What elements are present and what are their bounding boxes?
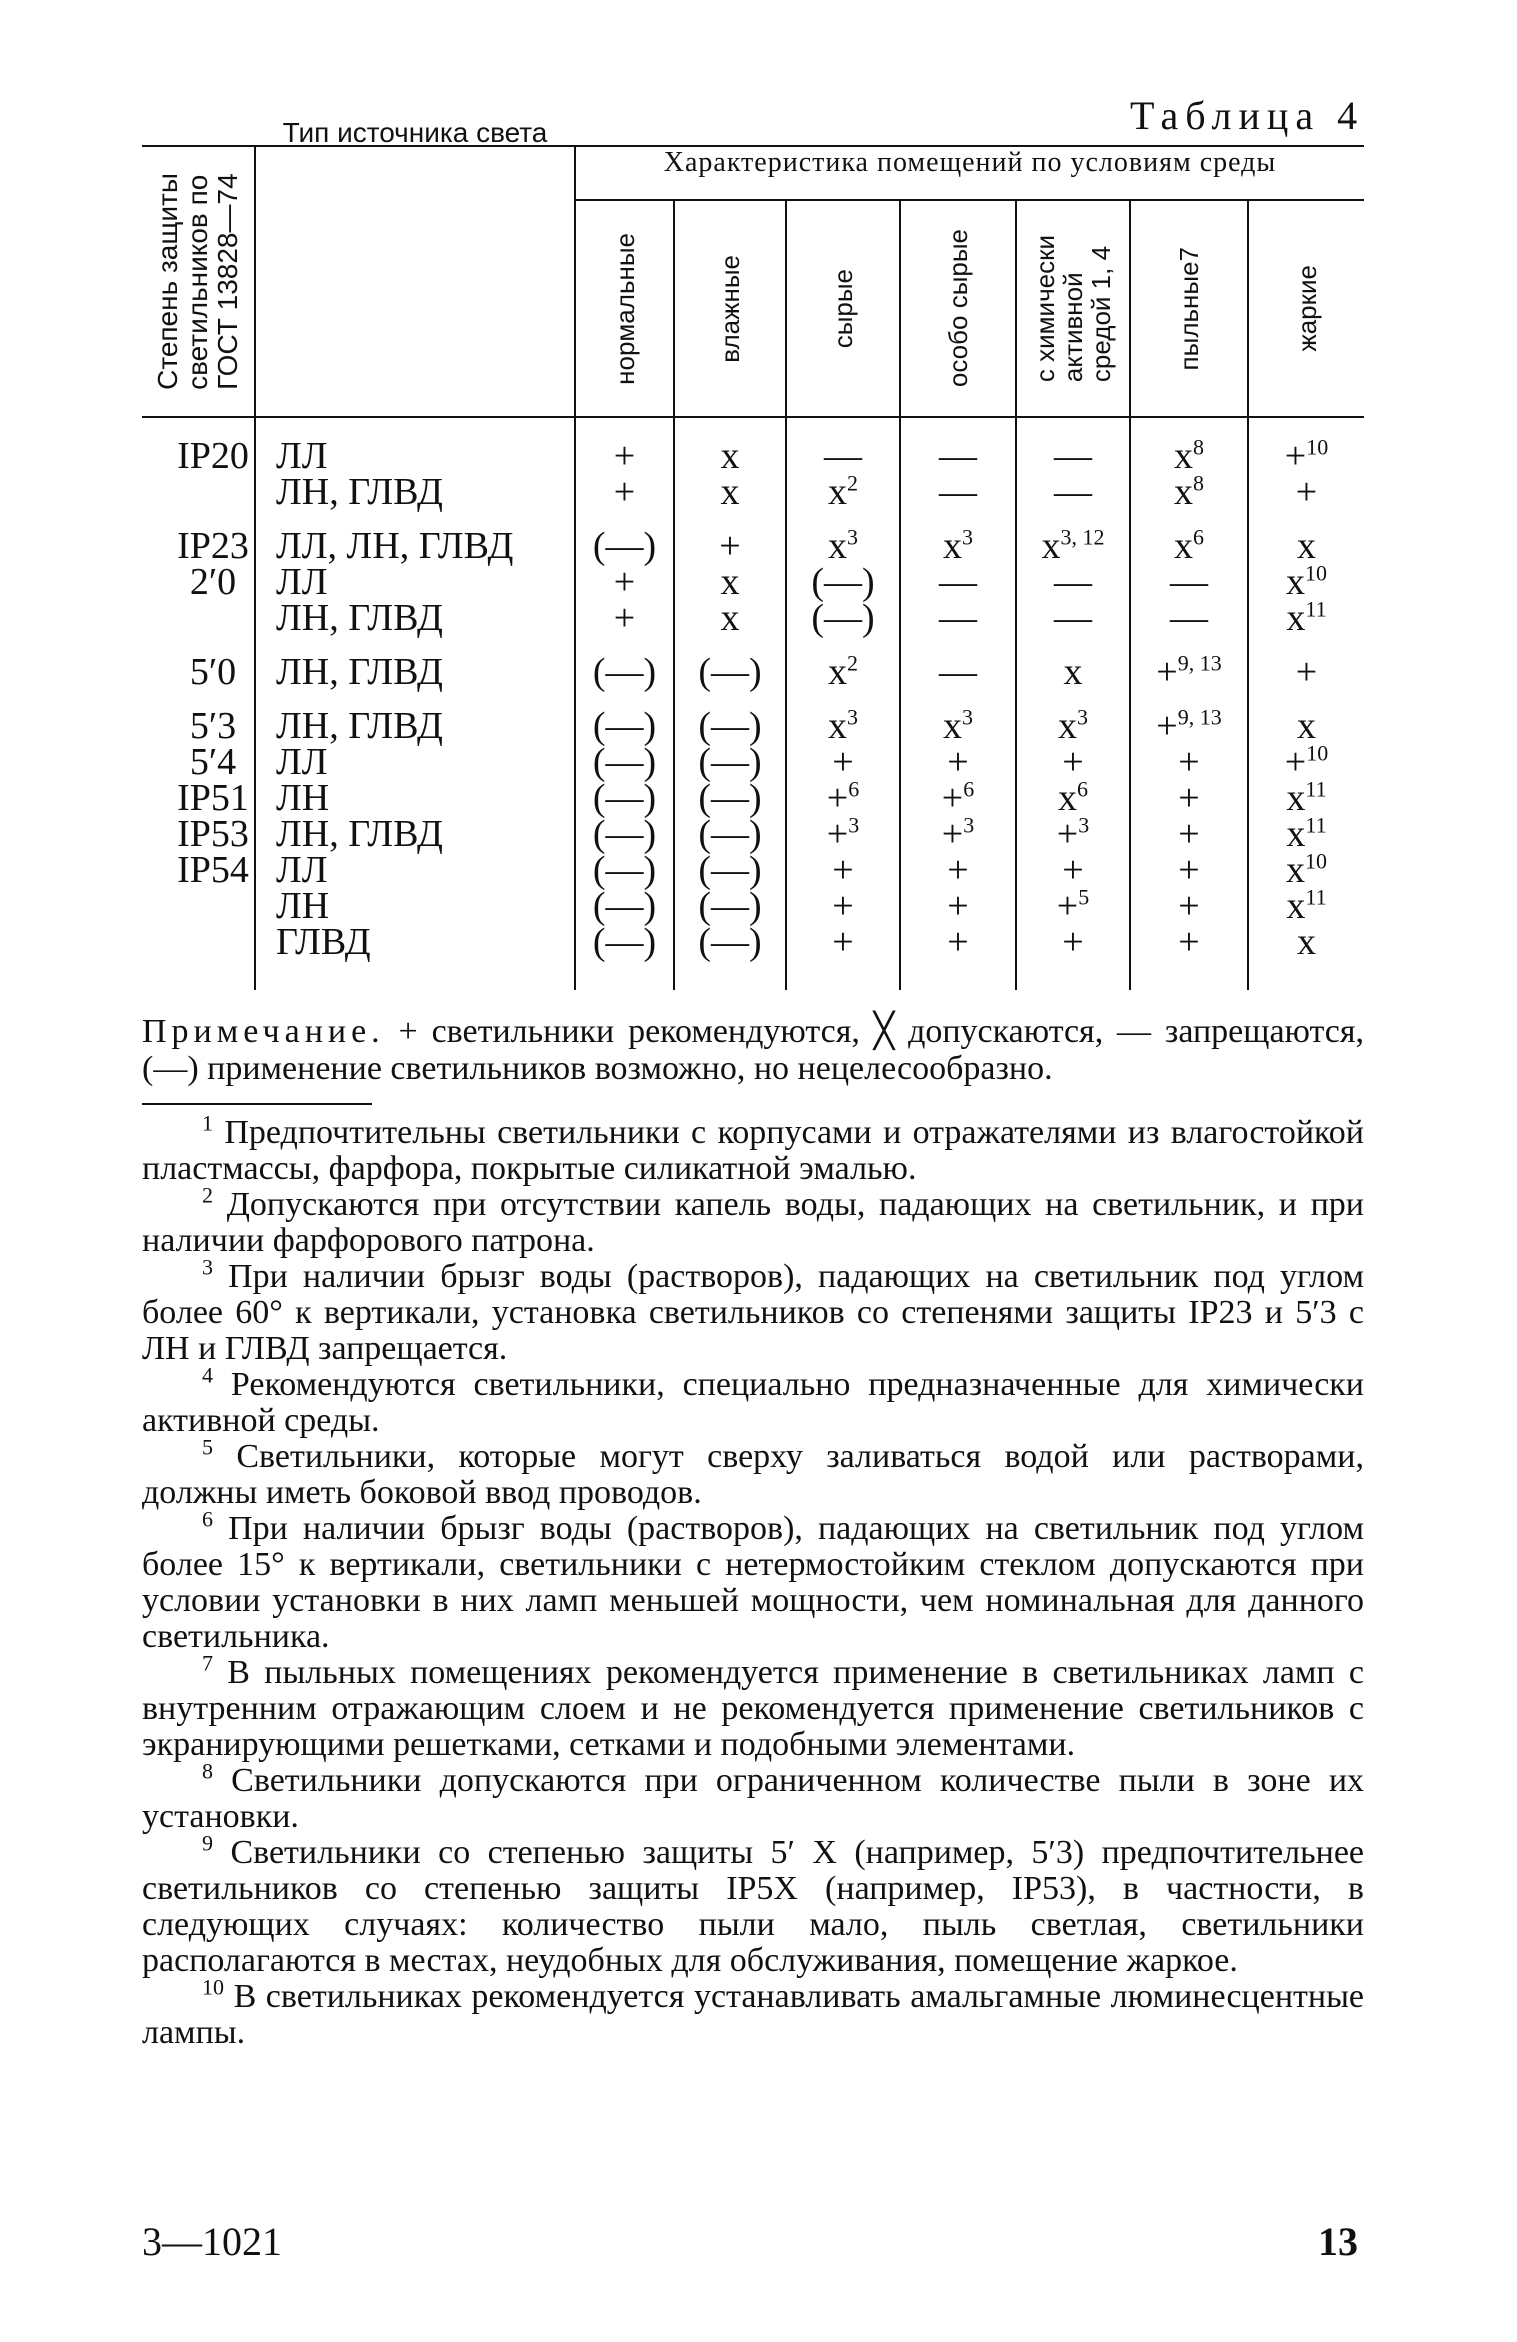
value-cell: + bbox=[786, 744, 900, 780]
value-cell: + bbox=[1248, 654, 1364, 690]
footnote-text: При наличии брызг воды (растворов), падающих на светильник под углом более 15° к вертикали, светильники с нетермостойким стеклом допускаются при условии установки в них ламп меньшей мощности, чем номинальная для данного светильника. bbox=[142, 1510, 1365, 1655]
value-cell: $x^6$ bbox=[1016, 780, 1130, 816]
value-cell: +$^3$ bbox=[786, 816, 900, 852]
value-cell: (—) bbox=[575, 924, 674, 990]
source-type-cell: ЛЛ bbox=[255, 417, 575, 474]
value-cell: + bbox=[1130, 852, 1248, 888]
value-cell: x bbox=[1248, 708, 1364, 744]
footnote-text: При наличии брызг воды (растворов), падающих на светильник под углом более 60° к вертикали, установка светильников со степенями защиты IP23 и 5′3 с ЛН и ГЛВД запрещается. bbox=[142, 1258, 1365, 1367]
footnote bbox=[142, 1362, 1364, 1439]
value-cell: + bbox=[1130, 780, 1248, 816]
value-cell: — bbox=[1016, 474, 1130, 510]
protection-degree-cell: IP20 bbox=[177, 435, 249, 477]
source-type-cell: ЛН, ГЛВД bbox=[255, 816, 575, 852]
table-row bbox=[142, 528, 1364, 564]
table-row bbox=[142, 564, 1364, 600]
value-cell: $x^3$ bbox=[900, 528, 1016, 564]
value-cell: +$^{10}$ bbox=[1248, 744, 1364, 780]
footnote-text: Светильники, которые могут сверху заливаться водой или растворами, должны иметь боковой ввод проводов. bbox=[142, 1438, 1364, 1511]
footnote-number: 4 bbox=[202, 1362, 213, 1388]
value-cell: x bbox=[1248, 924, 1364, 990]
value-cell: + bbox=[575, 417, 674, 474]
value-cell: +$^5$ bbox=[1016, 888, 1130, 924]
table-row bbox=[142, 600, 1364, 636]
protection-degree-cell bbox=[142, 600, 255, 636]
protection-degree-header: Степень защиты светильников по ГОСТ 13828—74 bbox=[142, 146, 255, 417]
footnote bbox=[142, 1830, 1365, 1979]
footnote bbox=[142, 1650, 1365, 1763]
footnote-number: 1 bbox=[202, 1110, 213, 1136]
table-row bbox=[142, 816, 1364, 852]
footnote-text: В пыльных помещениях рекомендуется применение в светильниках ламп с внутренним отражающим слоем и не рекомендуется применение светильников с экранирующими решетками, сетками и подобными элементами. bbox=[142, 1654, 1365, 1763]
value-cell: + bbox=[575, 474, 674, 510]
value-cell: $x^8$ bbox=[1130, 474, 1248, 510]
value-cell: $x^{10}$ bbox=[1248, 564, 1364, 600]
value-cell: (—) bbox=[786, 564, 900, 600]
value-cell: (—) bbox=[575, 708, 674, 744]
protection-degree-cell bbox=[142, 924, 255, 990]
value-cell: + bbox=[674, 528, 786, 564]
value-cell: x bbox=[674, 600, 786, 636]
env-col-header: сырые bbox=[786, 200, 900, 417]
value-cell: $x^2$ bbox=[786, 654, 900, 690]
footnote bbox=[142, 1974, 1364, 2051]
value-cell: (—) bbox=[575, 528, 674, 564]
value-cell: $x^3$ bbox=[786, 528, 900, 564]
protection-degree-cell: 2′0 bbox=[189, 561, 237, 603]
protection-degree-cell: 5′3 bbox=[189, 705, 237, 747]
footnote-number: 2 bbox=[202, 1182, 213, 1208]
note-label: Примечание. bbox=[142, 1013, 385, 1050]
footnote-number: 9 bbox=[202, 1830, 213, 1856]
value-cell: (—) bbox=[674, 924, 786, 990]
footnote-text: В светильниках рекомендуется устанавливать амальгамные люминесцентные лампы. bbox=[142, 1978, 1364, 2051]
footnote bbox=[142, 1758, 1365, 1835]
footnote bbox=[142, 1182, 1365, 1259]
value-cell: + bbox=[900, 852, 1016, 888]
value-cell: (—) bbox=[575, 888, 674, 924]
value-cell: + bbox=[1248, 474, 1364, 510]
value-cell: + bbox=[1016, 924, 1130, 990]
value-cell: $x^8$ bbox=[1130, 417, 1248, 474]
value-cell: + bbox=[786, 888, 900, 924]
value-cell: + bbox=[900, 924, 1016, 990]
value-cell: (—) bbox=[674, 780, 786, 816]
value-cell: $x^6$ bbox=[1130, 528, 1248, 564]
footnote-text: Рекомендуются светильники, специально предназначенные для химически активной среды. bbox=[142, 1366, 1364, 1439]
footnote bbox=[142, 1434, 1364, 1511]
footnote-number: 5 bbox=[202, 1434, 213, 1460]
value-cell: $x^3$ bbox=[786, 708, 900, 744]
value-cell: — bbox=[900, 654, 1016, 690]
value-cell: (—) bbox=[674, 888, 786, 924]
value-cell: $x^3$ bbox=[1016, 708, 1130, 744]
footnote-number: 3 bbox=[202, 1254, 213, 1280]
value-cell: — bbox=[786, 417, 900, 474]
source-type-cell: ЛН, ГЛВД bbox=[255, 600, 575, 636]
source-type-cell: ЛЛ bbox=[255, 852, 575, 888]
value-cell: +$^3$ bbox=[900, 816, 1016, 852]
note-text: + светильники рекомендуются, ╳ допускаются, — запрещаются, (—) применение светильников возможно, но нецелесообразно. bbox=[142, 1013, 1364, 1087]
value-cell: + bbox=[786, 924, 900, 990]
source-type-cell: ГЛВД bbox=[255, 924, 575, 990]
value-cell: x bbox=[1016, 654, 1130, 690]
value-cell: + bbox=[900, 888, 1016, 924]
page-number: 13 bbox=[1318, 2219, 1358, 2264]
source-type-header: Тип источника света bbox=[255, 146, 575, 417]
protection-degree-cell: IP23 bbox=[177, 525, 249, 567]
value-cell: $x^3$ bbox=[900, 708, 1016, 744]
table-row bbox=[142, 474, 1364, 510]
value-cell: x bbox=[1248, 528, 1364, 564]
value-cell: + bbox=[786, 852, 900, 888]
env-col-header: жаркие bbox=[1248, 200, 1364, 417]
value-cell: +$^{10}$ bbox=[1248, 417, 1364, 474]
protection-degree-cell: IP51 bbox=[177, 777, 249, 819]
value-cell: — bbox=[900, 417, 1016, 474]
value-cell: $x^{11}$ bbox=[1248, 816, 1364, 852]
value-cell: (—) bbox=[786, 600, 900, 636]
source-type-cell: ЛЛ, ЛН, ГЛВД bbox=[255, 528, 575, 564]
value-cell: (—) bbox=[575, 744, 674, 780]
value-cell: — bbox=[1130, 600, 1248, 636]
footnote-text: Предпочтительны светильники с корпусами и отражателями из влагостойкой пластмассы, фарфора, покрытые силикатной эмалью. bbox=[142, 1114, 1365, 1187]
value-cell: + bbox=[1130, 816, 1248, 852]
value-cell: + bbox=[1016, 852, 1130, 888]
value-cell: + bbox=[900, 744, 1016, 780]
footnote bbox=[142, 1254, 1365, 1367]
value-cell: x bbox=[674, 474, 786, 510]
print-code: 3—1021 bbox=[142, 2219, 282, 2264]
footnote bbox=[142, 1506, 1365, 1655]
value-cell: + bbox=[1130, 924, 1248, 990]
footnote-number: 10 bbox=[202, 1974, 224, 2000]
footnote-text: Допускаются при отсутствии капель воды, падающих на светильник, и при наличии фарфорового патрона. bbox=[142, 1186, 1365, 1259]
environment-group-header: Характеристика помещений по условиям среды bbox=[575, 146, 1364, 200]
table-row bbox=[142, 888, 1364, 924]
value-cell: — bbox=[900, 600, 1016, 636]
value-cell: +$^{9, 13}$ bbox=[1130, 654, 1248, 690]
value-cell: — bbox=[1016, 564, 1130, 600]
luminaire-table bbox=[142, 117, 1364, 990]
table-note bbox=[142, 1013, 1364, 1087]
value-cell: $x^2$ bbox=[786, 474, 900, 510]
value-cell: +$^3$ bbox=[1016, 816, 1130, 852]
env-col-header: пыльные7 bbox=[1130, 200, 1248, 417]
footnote-text: Светильники со степенью защиты 5′ X (например, 5′3) предпочтительнее светильников со степенью защиты IP5X (например, IP53), в частности, в следующих случаях: количество пыли мало, пыль светлая, светильники располагаются в местах, неудобных для обслуживания, помещение жаркое. bbox=[142, 1834, 1365, 1979]
value-cell: $x^{11}$ bbox=[1248, 888, 1364, 924]
value-cell: (—) bbox=[575, 852, 674, 888]
protection-degree-cell bbox=[142, 474, 255, 510]
value-cell: $x^{10}$ bbox=[1248, 852, 1364, 888]
value-cell: — bbox=[900, 474, 1016, 510]
value-cell: (—) bbox=[674, 852, 786, 888]
protection-degree-cell: 5′0 bbox=[189, 651, 237, 693]
footnote bbox=[142, 1110, 1365, 1187]
footnote-number: 6 bbox=[202, 1506, 213, 1532]
value-cell: — bbox=[1016, 417, 1130, 474]
value-cell: +$^6$ bbox=[786, 780, 900, 816]
source-type-cell: ЛЛ bbox=[255, 564, 575, 600]
value-cell: (—) bbox=[674, 654, 786, 690]
table-row bbox=[142, 417, 1364, 474]
value-cell: (—) bbox=[674, 816, 786, 852]
protection-degree-cell bbox=[142, 888, 255, 924]
value-cell: (—) bbox=[674, 708, 786, 744]
value-cell: x bbox=[674, 417, 786, 474]
value-cell: +$^6$ bbox=[900, 780, 1016, 816]
table-row bbox=[142, 744, 1364, 780]
value-cell: + bbox=[575, 564, 674, 600]
env-col-header: особо сырые bbox=[900, 200, 1016, 417]
footnote-rule bbox=[142, 1103, 372, 1105]
value-cell: $x^{3, 12}$ bbox=[1016, 528, 1130, 564]
table-row bbox=[142, 924, 1364, 990]
table-row bbox=[142, 780, 1364, 816]
value-cell: $x^{11}$ bbox=[1248, 780, 1364, 816]
source-type-cell: ЛН, ГЛВД bbox=[255, 708, 575, 744]
footnote-text: Светильники допускаются при ограниченном количестве пыли в зоне их установки. bbox=[142, 1762, 1365, 1835]
value-cell: (—) bbox=[575, 816, 674, 852]
protection-degree-cell: IP54 bbox=[177, 849, 249, 891]
value-cell: — bbox=[1016, 600, 1130, 636]
value-cell: — bbox=[1130, 564, 1248, 600]
table-row bbox=[142, 654, 1364, 690]
value-cell: +$^{9, 13}$ bbox=[1130, 708, 1248, 744]
source-type-cell: ЛН, ГЛВД bbox=[255, 474, 575, 510]
source-type-cell: ЛН bbox=[255, 888, 575, 924]
footnote-number: 8 bbox=[202, 1758, 213, 1784]
env-col-header: влажные bbox=[674, 200, 786, 417]
table-row bbox=[142, 708, 1364, 744]
value-cell: (—) bbox=[575, 654, 674, 690]
value-cell: — bbox=[900, 564, 1016, 600]
source-type-cell: ЛН bbox=[255, 780, 575, 816]
source-type-cell: ЛН, ГЛВД bbox=[255, 654, 575, 690]
footnote-number: 7 bbox=[202, 1650, 213, 1676]
source-type-cell: ЛЛ bbox=[255, 744, 575, 780]
value-cell: + bbox=[1016, 744, 1130, 780]
value-cell: + bbox=[1130, 888, 1248, 924]
protection-degree-cell: IP53 bbox=[177, 813, 249, 855]
value-cell: + bbox=[1130, 744, 1248, 780]
env-col-header: с химически активной средой 1, 4 bbox=[1016, 200, 1130, 417]
env-col-header: нормальные bbox=[575, 200, 674, 417]
value-cell: (—) bbox=[575, 780, 674, 816]
footnotes bbox=[142, 1110, 1365, 2051]
table-row bbox=[142, 852, 1364, 888]
table-title: Таблица 4 bbox=[1130, 93, 1365, 138]
value-cell: + bbox=[575, 600, 674, 636]
value-cell: $x^{11}$ bbox=[1248, 600, 1364, 636]
value-cell: x bbox=[674, 564, 786, 600]
protection-degree-cell: 5′4 bbox=[189, 741, 237, 783]
value-cell: (—) bbox=[674, 744, 786, 780]
